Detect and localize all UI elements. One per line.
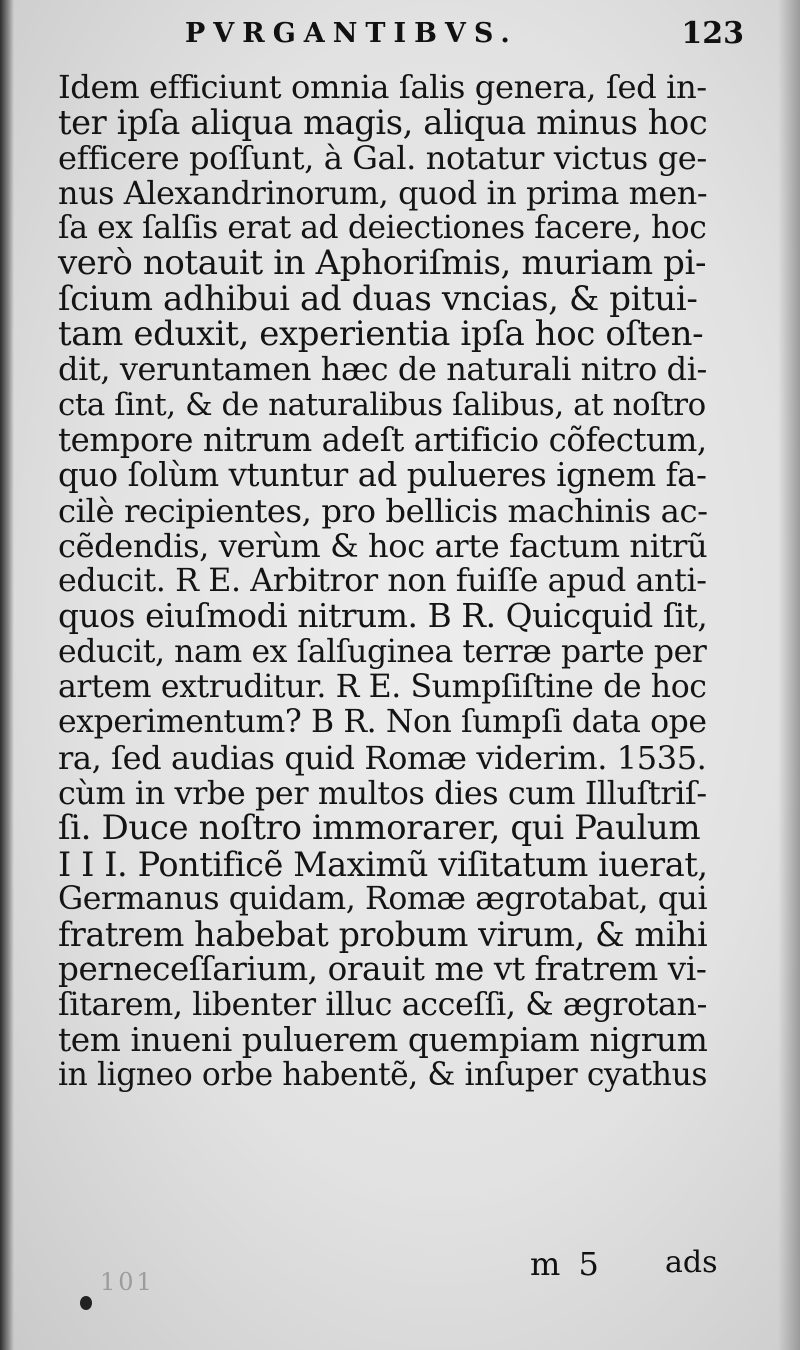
text-line: quo ſolùm vtuntur ad pulueres ignem fa- — [58, 456, 707, 495]
text-line: tam eduxit, experientia ipſa hoc oſten- — [58, 314, 704, 355]
text-line: tempore nitrum adeſt artificio cõfectum, — [58, 420, 707, 459]
text-line: cta ſint, & de naturalibus ſalibus, at noſtro — [58, 386, 706, 423]
catchword: ads — [665, 1245, 718, 1280]
text-line: tem inueni puluerem quempiam nigrum — [58, 1021, 708, 1060]
running-head: PVRGANTIBVS. — [185, 18, 518, 49]
text-line: quos eiuſmodi nitrum. B R. Quicquid ſit, — [58, 597, 708, 636]
text-line: fratrem habebat probum virum, & mihi — [58, 915, 708, 955]
text-line: Idem efficiunt omnia ſalis genera, ſed in- — [58, 68, 707, 106]
text-line: dit, veruntamen hæc de naturali nitro di- — [58, 350, 707, 389]
text-line: efficere poſſunt, à Gal. notatur victus ge- — [58, 138, 707, 177]
page-number: 123 — [681, 16, 744, 51]
body-text — [58, 70, 708, 1094]
page-gutter-shadow — [0, 0, 14, 1350]
text-line: ra, ſed audias quid Romæ viderim. 1535. — [58, 738, 707, 777]
text-line: cẽdendis, verùm & hoc arte factum nitrũ — [58, 526, 708, 565]
show-through-text: 101 — [100, 1268, 155, 1296]
text-line: perneceſſarium, orauit me vt fratrem vi- — [58, 950, 707, 989]
text-line: ſcium adhibui ad duas vncias, & pitui- — [58, 278, 698, 319]
text-line: nus Alexandrinorum, quod in prima men- — [58, 174, 708, 212]
text-line: ter ipſa aliqua magis, aliqua minus hoc — [58, 103, 708, 143]
text-line: I I I. Pontificẽ Maximũ viſitatum iuerat, — [58, 844, 708, 884]
text-line: verò notauit in Aphoriſmis, muriam pi- — [58, 243, 707, 284]
text-line: in ligneo orbe habentẽ, & inſuper cyathus — [58, 1057, 708, 1094]
text-line: educit. R E. Arbitror non fuiſſe apud anti- — [58, 563, 707, 600]
text-line: ſi. Duce noſtro immorarer, qui Paulum — [58, 808, 701, 849]
text-line: educit, nam ex ſalſuginea terræ parte per — [58, 633, 707, 670]
text-line: experimentum? B R. Non ſumpſi data ope — [58, 704, 707, 741]
text-line: Germanus quidam, Romæ ægrotabat, qui — [58, 880, 708, 917]
text-line: artem extruditur. R E. Sumpſiſtine de hoc — [58, 669, 707, 706]
signature-mark: m 5 — [530, 1245, 603, 1283]
page-edge-shadow — [778, 0, 800, 1350]
text-line: cùm in vrbe per multos dies cum Illuſtriſ- — [58, 774, 707, 812]
text-line: ſitarem, libenter illuc acceſſi, & ægrotan- — [58, 986, 707, 1023]
text-line: cilè recipientes, pro bellicis machinis ac- — [58, 491, 708, 530]
text-line: ſa ex ſalſis erat ad deiectiones facere, hoc — [58, 210, 707, 247]
ink-spot — [80, 1296, 92, 1310]
